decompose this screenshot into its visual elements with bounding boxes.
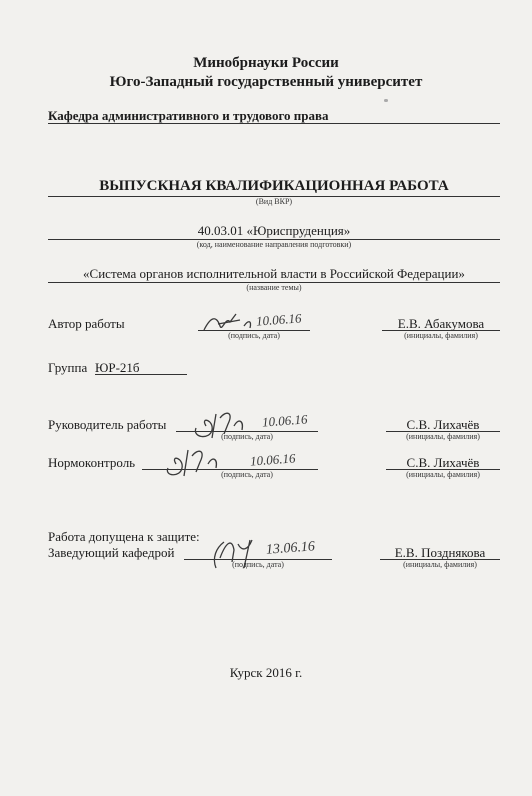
group-value: ЮР-21б: [95, 360, 140, 375]
ministry-name: Минобрнауки России: [193, 55, 339, 71]
direction-value: 40.03.01 «Юриспруденция»: [197, 223, 351, 238]
norm-control-sign-caption: (подпись, дата): [221, 470, 273, 479]
head-name: Е.В. Позднякова: [394, 545, 486, 560]
author-signature-date: 10.06.16: [255, 310, 302, 329]
city-year: Курск 2016 г.: [229, 665, 303, 680]
work-type-title: ВЫПУСКНАЯ КВАЛИФИКАЦИОННАЯ РАБОТА: [99, 178, 449, 194]
norm-control-name-caption: (инициалы, фамилия): [406, 470, 480, 479]
direction-caption: (код, наименование направления подготовки): [196, 240, 352, 249]
department-underline: [48, 123, 500, 124]
author-label: Автор работы: [48, 316, 125, 331]
group-label: Группа: [48, 360, 88, 375]
university-name: Юго-Западный государственный университет: [109, 74, 423, 90]
author-name-caption: (инициалы, фамилия): [404, 331, 478, 340]
author-sign-caption: (подпись, дата): [228, 331, 280, 340]
supervisor-name-caption: (инициалы, фамилия): [406, 432, 480, 441]
group-underline: [95, 374, 187, 375]
supervisor-label: Руководитель работы: [48, 417, 167, 432]
topic-value: «Система органов исполнительной власти в Российской Федерации»: [83, 266, 465, 281]
norm-control-signature-date: 10.06.16: [249, 450, 296, 469]
head-sign-caption: (подпись, дата): [232, 560, 284, 569]
mark-dot: [384, 99, 388, 102]
supervisor-name: С.В. Лихачёв: [406, 417, 480, 432]
work-type-caption: (Вид ВКР): [255, 197, 293, 206]
head-signature-date: 13.06.16: [265, 539, 316, 558]
head-name-caption: (инициалы, фамилия): [403, 560, 477, 569]
author-name: Е.В. Абакумова: [397, 316, 485, 331]
norm-control-label: Нормоконтроль: [48, 455, 136, 470]
head-of-department-label: Заведующий кафедрой: [48, 545, 175, 560]
admission-label: Работа допущена к защите:: [48, 529, 200, 544]
topic-caption: (название темы): [246, 283, 302, 292]
supervisor-signature-date: 10.06.16: [261, 411, 308, 430]
norm-control-name: С.В. Лихачёв: [406, 455, 480, 470]
supervisor-sign-caption: (подпись, дата): [221, 432, 273, 441]
department-name: Кафедра административного и трудового права: [48, 108, 329, 123]
